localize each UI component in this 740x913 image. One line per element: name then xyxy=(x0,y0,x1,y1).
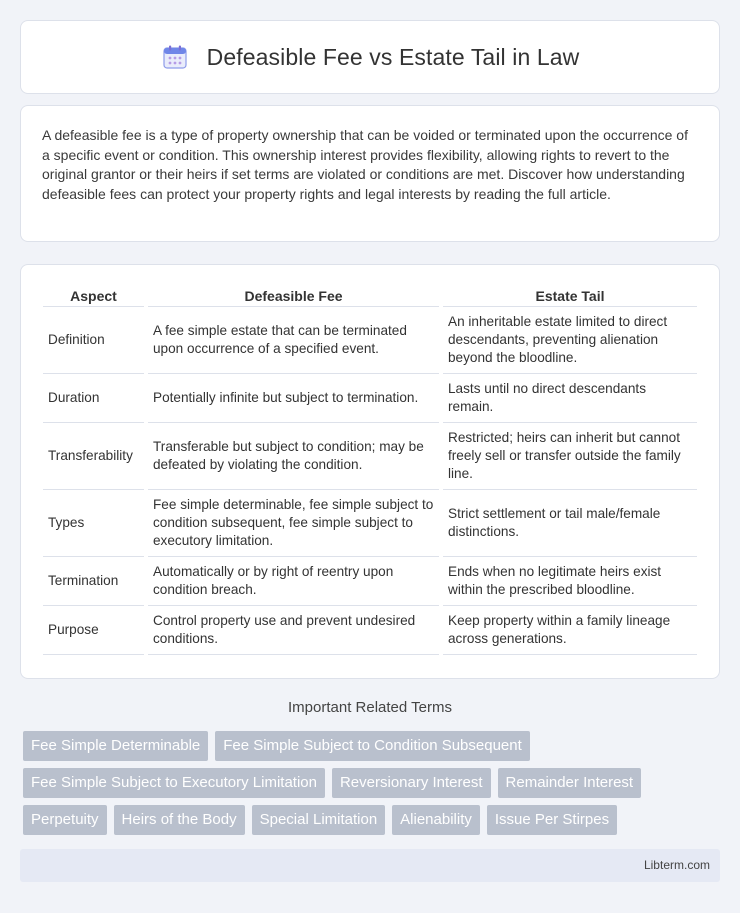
table-row xyxy=(43,557,697,606)
cell-aspect: Duration xyxy=(43,374,144,423)
intro-paragraph: A defeasible fee is a type of property ownership that can be voided or terminated upon the occurrence of a specific event or condition. This ownership interest provides flexibility, allowing rights to revert to the original grantor or their heirs if set terms are violated or conditions are met. Discover how understanding defeasible fees can protect your property rights and legal interests by reading the full article. xyxy=(42,127,688,202)
cell-estate-tail: Ends when no legitimate heirs exist within the prescribed bloodline. xyxy=(443,557,697,606)
cell-defeasible-fee: Control property use and prevent undesired conditions. xyxy=(148,606,439,655)
header-defeasible-fee: Defeasible Fee xyxy=(148,286,439,307)
tag-reversionary-interest[interactable]: Reversionary Interest xyxy=(332,768,491,798)
intro-card xyxy=(20,105,720,242)
cell-aspect: Transferability xyxy=(43,423,144,490)
tag-remainder-interest[interactable]: Remainder Interest xyxy=(498,768,642,798)
table-row xyxy=(43,606,697,655)
footer-site-link[interactable]: Libterm.com xyxy=(643,858,710,872)
table-header-row xyxy=(43,286,697,307)
cell-estate-tail: Keep property within a family lineage across generations. xyxy=(443,606,697,655)
cell-estate-tail: Lasts until no direct descendants remain. xyxy=(443,374,697,423)
cell-defeasible-fee: A fee simple estate that can be terminated upon occurrence of a specified event. xyxy=(148,307,439,374)
cell-aspect: Purpose xyxy=(43,606,144,655)
header-estate-tail: Estate Tail xyxy=(443,286,697,307)
table-row xyxy=(43,307,697,374)
page-title: Defeasible Fee vs Estate Tail in Law xyxy=(206,43,580,70)
tag-fee-simple-subject-to-condition-subsequent[interactable]: Fee Simple Subject to Condition Subsequent xyxy=(215,731,530,761)
cell-defeasible-fee: Potentially infinite but subject to termination. xyxy=(148,374,439,423)
table-row xyxy=(43,374,697,423)
cell-aspect: Definition xyxy=(43,307,144,374)
comparison-table xyxy=(39,286,701,655)
calendar-icon xyxy=(161,43,189,71)
cell-defeasible-fee: Fee simple determinable, fee simple subject to condition subsequent, fee simple subject to executory limitation. xyxy=(148,490,439,557)
cell-estate-tail: Strict settlement or tail male/female distinctions. xyxy=(443,490,697,557)
cell-aspect: Types xyxy=(43,490,144,557)
tag-perpetuity[interactable]: Perpetuity xyxy=(23,805,107,835)
tag-fee-simple-determinable[interactable]: Fee Simple Determinable xyxy=(23,731,208,761)
footer xyxy=(20,849,720,882)
table-row xyxy=(43,490,697,557)
cell-estate-tail: An inheritable estate limited to direct descendants, preventing alienation beyond the bloodline. xyxy=(443,307,697,374)
cell-defeasible-fee: Automatically or by right of reentry upon condition breach. xyxy=(148,557,439,606)
tag-issue-per-stirpes[interactable]: Issue Per Stirpes xyxy=(487,805,617,835)
comparison-card xyxy=(20,264,720,679)
table-row xyxy=(43,423,697,490)
tag-fee-simple-subject-to-executory-limitation[interactable]: Fee Simple Subject to Executory Limitation xyxy=(23,768,325,798)
related-terms-title: Important Related Terms xyxy=(288,699,452,716)
cell-aspect: Termination xyxy=(43,557,144,606)
tag-special-limitation[interactable]: Special Limitation xyxy=(252,805,386,835)
related-terms-list xyxy=(23,731,703,835)
title-card xyxy=(20,20,720,94)
header-aspect: Aspect xyxy=(43,286,144,307)
tag-heirs-of-the-body[interactable]: Heirs of the Body xyxy=(114,805,245,835)
tag-alienability[interactable]: Alienability xyxy=(392,805,480,835)
cell-estate-tail: Restricted; heirs can inherit but cannot freely sell or transfer outside the family line. xyxy=(443,423,697,490)
cell-defeasible-fee: Transferable but subject to condition; may be defeated by violating the condition. xyxy=(148,423,439,490)
